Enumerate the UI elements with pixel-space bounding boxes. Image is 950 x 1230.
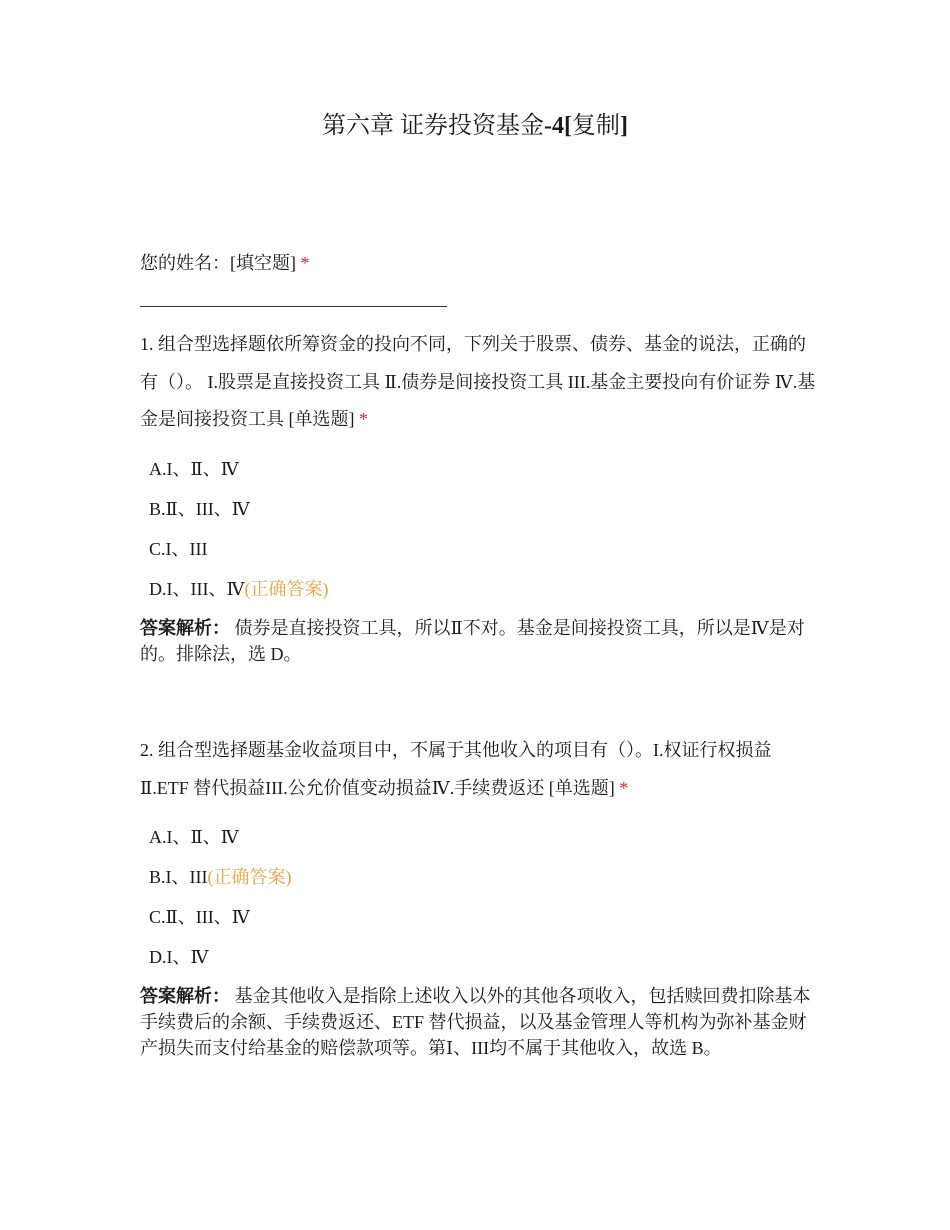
option-c[interactable]: C.I、III (149, 538, 208, 559)
analysis-label: 答案解析： (140, 986, 230, 1006)
option-a[interactable]: A.I、Ⅱ、Ⅳ (149, 827, 239, 847)
title-main: 第六章 证券投资基金 (322, 113, 544, 139)
option-d[interactable]: D.I、Ⅳ (149, 947, 209, 967)
analysis-text: 基金其他收入是指除上述收入以外的其他各项收入，包括赎回费扣除基本手续费后的余额、手续费返还、ETF 替代损益，以及基金管理人等机构为弥补基金财产损失而支付给基金的赔偿款项等。第Ⅰ、III均不属于其他收入，故选 B。 (140, 986, 811, 1058)
name-input-line[interactable] (140, 306, 447, 307)
title-suffix: -4[ (544, 113, 572, 139)
required-mark: * (300, 253, 310, 273)
analysis-label: 答案解析： (140, 617, 230, 638)
title-copy-tag: 复制 (571, 113, 620, 139)
required-mark: * (619, 777, 629, 798)
title-close: ] (619, 113, 628, 139)
name-type-tag: [填空题] (230, 253, 296, 273)
question-1-stem: 1. 组合型选择题依所筹资金的投向不同，下列关于股票、债券、基金的说法，正确的有（）。 I.股票是直接投资工具 Ⅱ.债券是间接投资工具 III.基金主要投向有价证券 Ⅳ.基金是间接投资工具 (140, 334, 816, 429)
question-2 (140, 732, 820, 1061)
correct-answer-note: (正确答案) (244, 578, 329, 599)
page-title (0, 110, 950, 142)
name-label-text: 您的姓名： (140, 253, 230, 273)
question-1-text (140, 326, 820, 439)
analysis-text: 债券是直接投资工具，所以Ⅱ不对。基金是间接投资工具，所以是Ⅳ是对的。排除法，选 D。 (140, 617, 805, 664)
option-d[interactable]: D.I、III、Ⅳ(正确答案) (149, 578, 329, 599)
option-a[interactable]: A.I、Ⅱ、Ⅳ (149, 458, 239, 479)
question-1 (140, 326, 820, 667)
question-2-type: [单选题] (548, 777, 615, 798)
question-2-stem: 2. 组合型选择题基金收益项目中，不属于其他收入的项目有（）。I.权证行权损益Ⅱ.ETF 替代损益III.公允价值变动损益Ⅳ.手续费返还 (140, 740, 772, 798)
correct-answer-note: (正确答案) (207, 867, 292, 887)
required-mark: * (359, 409, 368, 429)
name-field-label (140, 245, 820, 282)
option-b[interactable]: B.I、III(正确答案) (149, 867, 292, 887)
option-c[interactable]: C.Ⅱ、III、Ⅳ (149, 907, 250, 927)
question-2-text (140, 732, 820, 807)
option-b[interactable]: B.Ⅱ、III、Ⅳ (149, 498, 250, 519)
question-1-type: [单选题] (288, 409, 355, 429)
answer-analysis-1 (140, 615, 820, 667)
answer-analysis-2 (140, 983, 820, 1061)
